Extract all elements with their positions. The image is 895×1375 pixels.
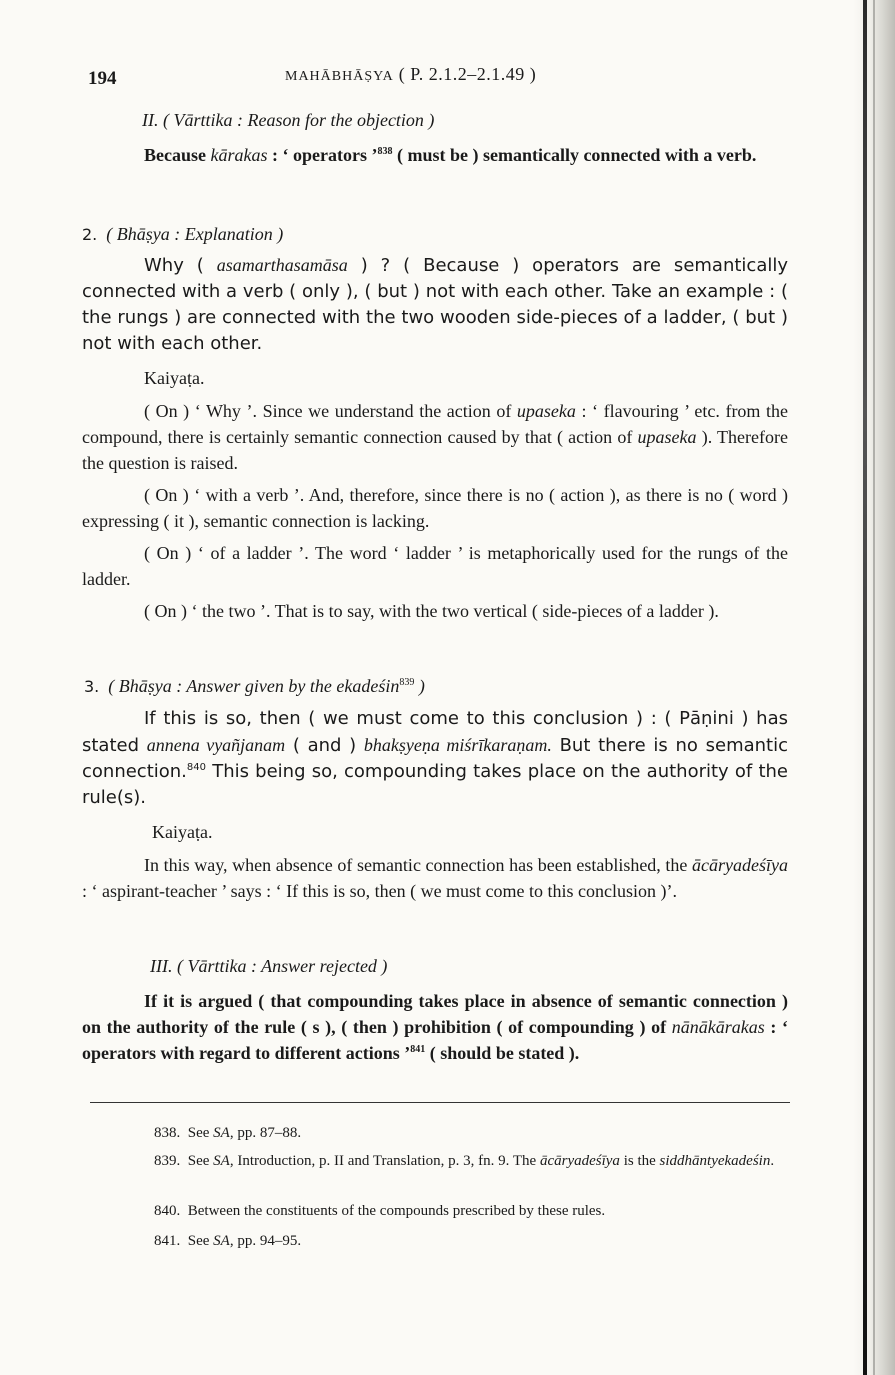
term-annena: annena vyañjanam: [146, 735, 286, 755]
text-span: : ‘ flavouring ’ etc. from the compound, there is certainly semantic connection caused by that ( action of: [82, 401, 788, 447]
footnote-number: 841.: [154, 1233, 181, 1249]
text-span: If this is so, then ( we must come to this conclusion ) : ( Pāṇini ) has stated: [82, 708, 788, 756]
scan-edge-line-light: [873, 0, 875, 1375]
kaiyata-2-para-1: [82, 852, 788, 904]
text-span: See: [187, 1153, 214, 1169]
text-span: ) ? ( Because ) operators are semantically connected with a verb ( only ), ( but ) not with each other. Take an example : ( the rungs ) are connected with the two wooden side-pieces of a ladder, ( but ) not with each other.: [82, 255, 789, 354]
footnote-839: [90, 1150, 792, 1172]
abbr-sa: SA: [213, 1233, 230, 1249]
text-span: : ‘ aspirant-teacher ’ says : ‘ If this is so, then ( we must come to this conclusion )’.: [82, 881, 678, 901]
text-span: Between the constituents of the compounds prescribed by these rules.: [187, 1203, 606, 1219]
term-asamarthasamasa: asamarthasamāsa: [216, 255, 348, 275]
running-head-ref: ( P. 2.1.2–2.1.49 ): [398, 64, 537, 84]
footnote-840: [90, 1200, 792, 1222]
term-bhaksyena: bhakṣyeṇa miśrīkaraṇam.: [363, 735, 552, 755]
abbr-sa: SA: [213, 1125, 230, 1141]
footnote-ref-840: 840: [186, 762, 206, 773]
abbr-sa: SA: [213, 1153, 230, 1169]
running-head-title: MAHĀBHĀṢYA: [285, 69, 394, 84]
section-3-paragraph: [82, 706, 788, 811]
text-span: : ‘ operators with regard to different actions ’: [82, 1017, 788, 1063]
term-acaryadesiya: ācāryadeśīya: [539, 1153, 620, 1169]
section-3-heading: [84, 676, 425, 697]
text-span: ( should be stated ).: [425, 1043, 580, 1063]
text-span: ( and ): [285, 735, 364, 756]
text-span: If it is argued ( that compounding takes place in absence of semantic connection ) on the authority of the rule ( s ), ( then ) prohibition ( of compounding ) of: [82, 991, 788, 1037]
term-acaryadesiya: ācāryadeśīya: [692, 855, 788, 875]
section-2-title: ( Bhāṣya : Explanation ): [106, 224, 284, 244]
scan-edge-line: [863, 0, 867, 1375]
term-upaseka: upaseka: [637, 427, 697, 447]
term-siddhantyekadesin: siddhāntyekadeśin: [659, 1153, 771, 1169]
text-span: , Introduction, p. II and Translation, p. 3, fn. 9. The: [229, 1153, 540, 1169]
text-span: This being so, compounding takes place on the authority of the rule(s).: [82, 761, 788, 808]
running-head: [285, 64, 536, 85]
section-iii-text: [82, 988, 788, 1066]
text-span: ): [414, 676, 425, 696]
term-upaseka: upaseka: [516, 401, 576, 421]
text-span: : ‘ operators ’: [267, 145, 378, 165]
section-ii-heading: II. ( Vārttika : Reason for the objection ): [142, 110, 435, 130]
text-span: Because: [144, 145, 211, 165]
section-iii-heading: III. ( Vārttika : Answer rejected ): [150, 956, 388, 976]
footnote-841: [90, 1230, 792, 1252]
footnote-number: 839.: [154, 1153, 181, 1169]
section-3-title: ( Bhāṣya : Answer given by the ekadeśin: [108, 676, 400, 696]
text-span: ). Therefore the question is raised.: [82, 427, 788, 473]
text-span: But there is no semantic connection.: [82, 735, 788, 782]
kaiyata-label-1: Kaiyaṭa.: [144, 368, 205, 388]
footnote-838: [90, 1122, 792, 1144]
section-ii-text: [82, 142, 788, 168]
text-span: See: [187, 1233, 214, 1249]
kaiyata-1-para-4: ( On ) ‘ the two ’. That is to say, with the two vertical ( side-pieces of a ladder ).: [144, 601, 719, 621]
text-span: .: [770, 1153, 775, 1169]
text-span: is the: [619, 1153, 660, 1169]
kaiyata-1-para-3: ( On ) ‘ of a ladder ’. The word ‘ ladder ’ is metaphorically used for the rungs of the ladder.: [82, 543, 788, 589]
text-span: See: [187, 1125, 214, 1141]
footnote-number: 838.: [154, 1125, 181, 1141]
text-span: Why (: [144, 255, 217, 276]
text-span: ( On ) ‘ Why ’. Since we understand the action of: [144, 401, 517, 421]
kaiyata-1-para-2: ( On ) ‘ with a verb ’. And, therefore, since there is no ( action ), as there is no ( word ) expressing ( it ), semantic connection is lacking.: [82, 485, 788, 531]
section-3-number: 3.: [84, 677, 100, 696]
text-span: , pp. 94–95.: [229, 1233, 302, 1249]
text-span: In this way, when absence of semantic connection has been established, the: [144, 855, 693, 875]
section-2-heading: [82, 224, 283, 245]
section-2-paragraph: [82, 252, 788, 357]
section-2-number: 2.: [82, 225, 98, 244]
text-span: ( must be ) semantically connected with a verb.: [392, 145, 757, 165]
footnote-ref-841: 841: [410, 1044, 426, 1055]
term-nanakarakas: nānākārakas: [671, 1017, 765, 1037]
footnote-rule: [90, 1102, 790, 1103]
footnote-ref-838: 838: [377, 146, 393, 157]
footnote-number: 840.: [154, 1203, 181, 1219]
kaiyata-label-2: Kaiyaṭa.: [152, 822, 213, 842]
term-karakas: kārakas: [210, 145, 268, 165]
footnote-ref-839: 839: [399, 677, 415, 688]
kaiyata-1-para-1: [82, 398, 788, 476]
page-number: 194: [88, 68, 117, 89]
text-span: , pp. 87–88.: [229, 1125, 302, 1141]
